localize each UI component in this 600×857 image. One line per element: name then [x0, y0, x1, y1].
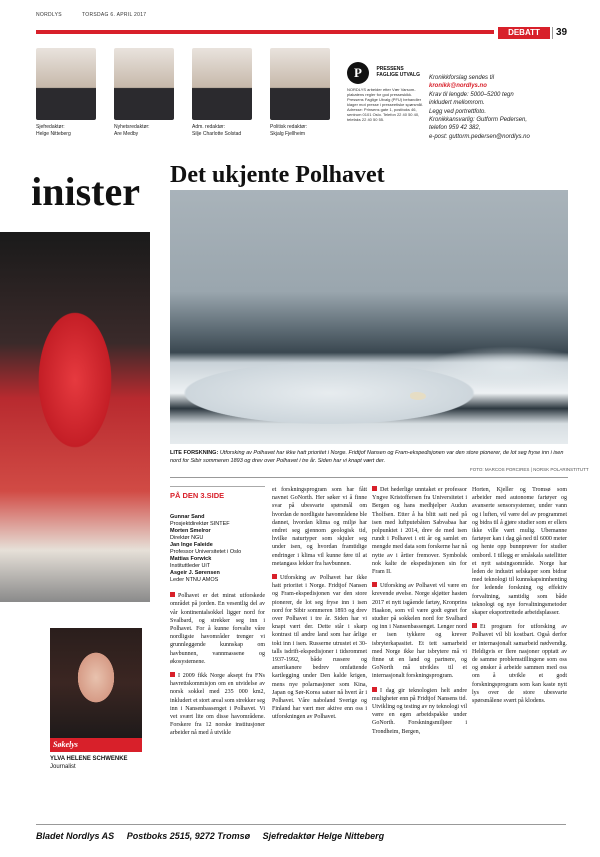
section-label: DEBATT [498, 27, 550, 39]
paper-name: NORDLYS [36, 12, 62, 18]
staff-role: Sjefredaktør: [36, 124, 65, 130]
column-label: Søkelys [50, 738, 142, 752]
signer-list [170, 514, 265, 584]
staff-photo [192, 48, 252, 120]
paragraph-text: Det hederlige unntaket er professor Yngve Kristoffersen fra Universitetet i Bergen og hans medhjelper Audun Tholfsen. Etter å ha blitt satt ned på isen med luftputebåten Sabvabaa har polpunktet i 2014, drev de med isen rundt i Polhavet i ett år og samlet en mengde med data som forskerne har nå nytte av i årtier fremover. Symbolsk nok kalte de ekspedisjonen sin for Fram II. [372, 487, 467, 576]
staff-photo [270, 48, 330, 120]
article-column-2 [272, 486, 367, 728]
caption-divider [170, 477, 568, 478]
contact-line: Legg ved portrettfoto. [429, 108, 487, 115]
paragraph [372, 687, 467, 736]
paragraph-text: Utforsking av Polhavet har ikke hatt prioritet i Norge. Fridtjof Nansen og Fram-ekspedisjonen var den store pionerer, de lot seg fryse inn i isen nord for Sibir sommeren 1893 og drev over Polhavet i tre år. Siden har vi knapt vært der. Dette står i skarp kontrast til andre land som har årlige tokt inn i isen. Russerne utrustet et 30-talls isdrift-ekspedisjoner i tidsrommet 1937-1992, både russere og amerikanere bedrev omfattende kartlegging under Den kalde krigen, mens nye polarnasjoner som Kina, Japan og Sør-Korea satser nå hvert år i Polhavet. Våre naboland Sverige og Finland har vært mer aktive enn oss i utforskningen av Polhavet. [272, 575, 367, 721]
bullet-icon [472, 623, 477, 628]
bullet-icon [372, 486, 377, 491]
signer-title: Prosjektdirektør SINTEF [170, 521, 230, 528]
contact-line: Kronikkansvarlig: Gutform Pedersen, [429, 117, 528, 124]
chronicle-contact [429, 74, 569, 141]
issue-date: TORSDAG 6. APRIL 2017 [82, 12, 147, 18]
staff-name: Skjalg Fjellheim [270, 130, 306, 137]
article-column-4 [472, 486, 567, 711]
staff-editor-in-chief [36, 48, 96, 144]
signer-name: Morten Smelror [170, 528, 211, 535]
signer-name: Asgeir J. Sørensen [170, 570, 220, 577]
staff-name: Silje Charlotte Solstad [192, 130, 242, 137]
footer-publisher: Bladet Nordlys AS [36, 831, 115, 841]
pfu-text: NORDLYS arbeider etter Vær Varsom-plakatens regler for god presseskikk. Pressens Faglige Utvalg (PFU) behandler klager mot presse i presseetiske spørsmål. Adresse: Prinsens gate 1, postboks 46, sentrum 0101 Oslo. Telefon 22 40 50 40, telefaks 22 40 50 55. [347, 87, 424, 122]
contact-line: e-post: guttorm.pedersen@nordlys.no [429, 133, 530, 140]
paragraph-text: et forskningsprogram som har fått navnet GoNorth. Her søker vi å finne svar på ubesvarte spørsmål om hvordan de nordligste havområdene ble dannet, hvordan klima og miljø har endret seg gjennom geologisk tid, hvilke naturtyper som skjuler seg under isen, og hvordan framtidige endringer i klima vil kunne føre til at metangass lekker fra havbunnen. [272, 487, 367, 567]
bullet-icon [272, 574, 277, 579]
contact-line: telefon 959 42 382, [429, 125, 481, 132]
paragraph [170, 592, 265, 666]
footer-editor: Sjefredaktør Helge Nitteberg [262, 831, 385, 841]
fragment-photo [0, 232, 150, 602]
bullet-icon [170, 672, 175, 677]
paragraph [472, 486, 567, 617]
page-footer [36, 824, 566, 844]
fragment-headline: inister [31, 169, 140, 214]
pfu-logo-text [376, 66, 420, 78]
article-column-3 [372, 486, 467, 742]
paragraph-text: Utforsking av Polhavet vil være en krevende øvelse. Norge skjøtter hasten 2017 et nytt isgående fartøy, Kronprins Haakon, som vil være godt egnet for studier på sokkelen nord for Svalbard og inn i Nansenbassenget. Lenger nord er isen tykkere og krever isbryterkapasitet. Et tett samarbeid med Norge ikke har isbrytere må vi finne ut en land og partnere, og GoNorth må utvikles til et internasjonalt forskningsprogram. [372, 583, 467, 680]
staff-political-editor [270, 48, 330, 144]
contact-line: inkludert mellomrom. [429, 100, 485, 107]
staff-photo [36, 48, 96, 120]
caption-text: Utforsking av Polhavet har ikke hatt prioritet i Norge. Fridtjof Nansen og Fram-ekspedisjonen var den store pionerer, de lot seg fryse inn i isen nord for Sibir sommeren 1893 og drev over Polhavet i tre år. Siden har vi knapt vært der. [170, 450, 564, 464]
staff-name: Are Medby [114, 130, 139, 137]
signer-name: Jan Inge Faleide [170, 542, 213, 549]
paragraph [472, 623, 567, 705]
author-photo [50, 628, 142, 738]
staff-name: Helge Nitteberg [36, 130, 71, 137]
caption-lead: LITE FORSKNING: [170, 450, 219, 456]
bullet-icon [372, 687, 377, 692]
paragraph-text: I dag gir teknologien helt andre muligheter enn på Fridtjof Nansens tid. Utvikling og testing av ny teknologi vil være en egen arbeidspakke under GoNorth. Forskningsmiljøer i Trondheim, Bergen, [372, 687, 467, 735]
author-name: YLVA HELENE SCHWENKE [50, 756, 128, 762]
staff-role: Politisk redaktør: [270, 124, 308, 130]
contact-line: Krav til lengde: 5000–5200 tegn [429, 91, 514, 98]
bullet-icon [170, 592, 175, 597]
page-header [0, 0, 600, 40]
paragraph-text: Horten, Kjeller og Tromsø som arbeider med autonome fartøyer og avanserte sensorsystemer, under vann og i luften, vil være del av programmet og bidra til å gjøre studier som er ellers ikke ville vært mulig. Ubemanne fartøyer kan i dag gå ned til 6000 meter og hente opp bunnprøver for studier ombord. I tillegg er småskala satellitter et nytt satsingsområde. Norge har leden de industri selskaper som bidrar med teknologi til kunnskapsinnhenting for ledende forskning og effektiv forvaltning, samtidig som både teknologi og nye forvaltningsmetoder skaper eksportrettede arbeidsplasser. [472, 487, 567, 617]
signer-title: Direktør NGU [170, 535, 204, 542]
paragraph-text: I 2009 fikk Norge aksept fra FNs havrettskommisjon om en utvidelse av norsk sokkel med 235 000 km2, inkludert et stort areal som strekker seg inn i Nansenbassenget i Polhavet. Vi vet svært lite om disse havområdene. Forskere fra 12 norske institusjoner arbeider nå med å utvikle [170, 673, 265, 737]
signer-name: Mattias Forwick [170, 556, 212, 563]
pfu-name-line1: PRESSENS [376, 66, 404, 72]
arctic-photo [170, 190, 568, 444]
photo-caption [170, 449, 568, 465]
author-role: Journalist [50, 764, 76, 770]
header-red-rule [36, 30, 494, 34]
signer-title: Professor Universitetet i Oslo [170, 549, 242, 556]
staff-role: Adm. redaktør: [192, 124, 226, 130]
paragraph [272, 486, 367, 568]
paragraph [272, 574, 367, 722]
bullet-icon [372, 582, 377, 587]
polar-bear-icon [410, 392, 426, 400]
staff-news-editor [114, 48, 174, 144]
photo-credit: FOTO: MARCOS PORCIRES | NORSK POLARINSTITUTT [470, 467, 589, 472]
contact-line: Kronikkforslag sendes til [429, 75, 495, 81]
paragraph [372, 486, 467, 576]
paragraph-text: Et program for utforsking av Polhavet vil bli kostbart. Også derfor er internasjonalt samarbeid nødvendig. Heldigvis er flere nasjoner opptatt av de samme problemstillingene som oss og ønsker å arbeide sammen med oss om å utvikle et godt forskningsprogram som kan kaste nytt lys over de store ubesvarte spørsmålene svært på klodens. [472, 624, 567, 705]
pfu-notice [347, 62, 427, 122]
article-title: Det ukjente Polhavet [170, 162, 385, 188]
signer-title: Leder NTNU AMOS [170, 577, 219, 584]
paragraph [170, 672, 265, 738]
signer-title: Instituttleder UiT [170, 563, 211, 570]
pfu-name-line2: FAGLIGE UTVALG [376, 72, 420, 78]
contact-email-link[interactable]: kronikk@nordlys.no [429, 83, 487, 90]
staff-admin-editor [192, 48, 252, 144]
article-column-1 [170, 486, 265, 744]
footer-address: Postboks 2515, 9272 Tromsø [126, 831, 251, 841]
staff-role: Nyhetsredaktør: [114, 124, 150, 130]
pfu-logo-icon: P [347, 62, 369, 84]
signer-name: Gunnar Sand [170, 514, 205, 521]
side-heading: PÅ DEN 3.SIDE [170, 486, 265, 500]
paragraph-text: Polhavet er det minst utforskede området på jorden. En vesentlig del av vår kontinentalsokkel ligger nord for Svalbard, og strekker seg inn i Polhavet. For å kunne forvalte våre nordligste havområder trenger vi grunnleggende kunnskap om havbunnen, vannmassene og økosystemene. [170, 593, 265, 665]
staff-photo [114, 48, 174, 120]
paragraph [372, 582, 467, 680]
page-number: 39 [552, 27, 567, 39]
